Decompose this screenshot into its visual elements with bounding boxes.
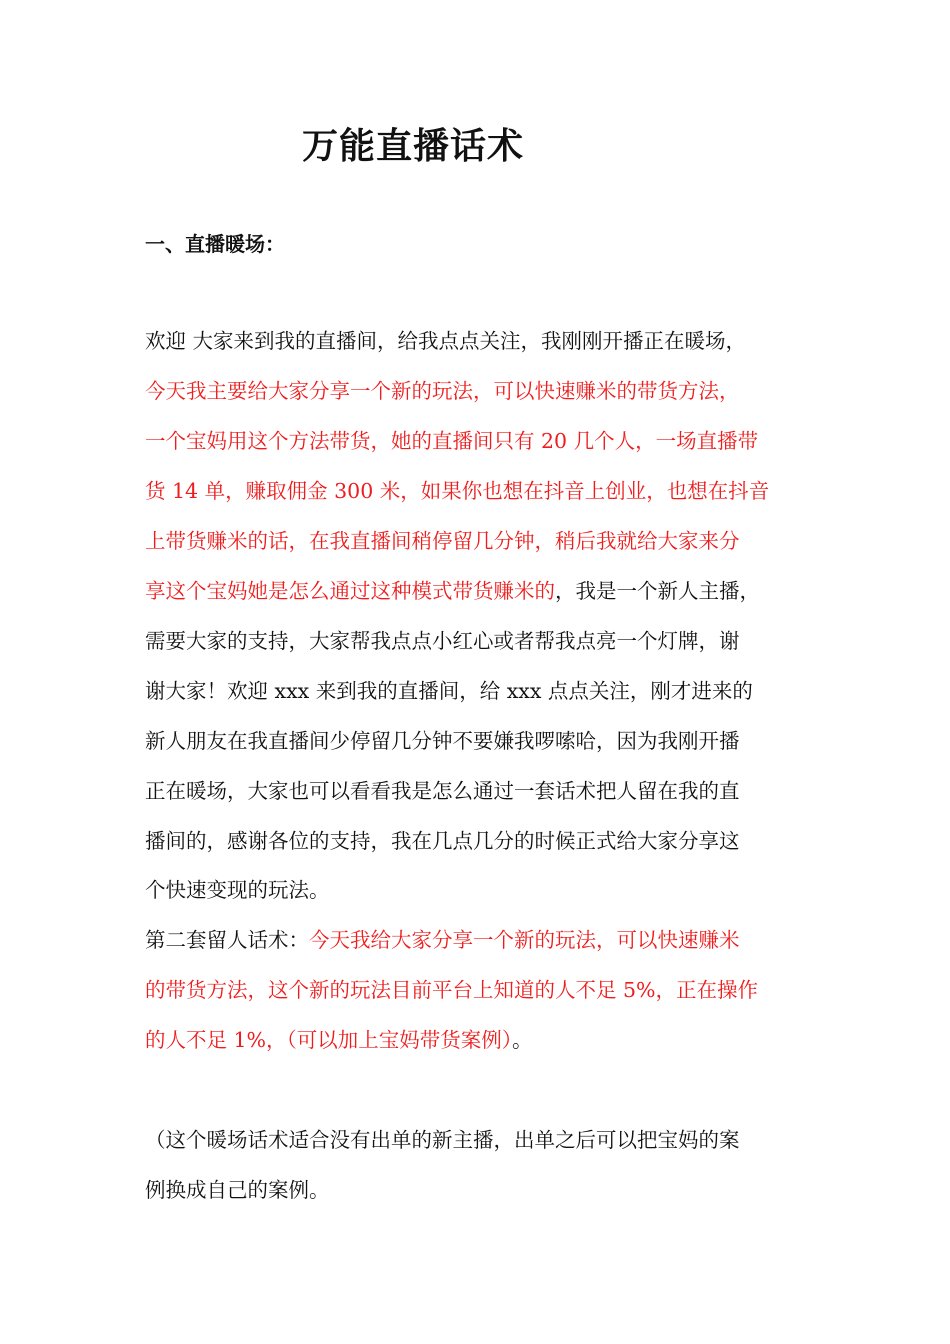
highlighted-text-run: 一个宝妈用这个方法带货，她的直播间只有 20 几个人，一场直播带 (145, 429, 759, 453)
body-line (145, 626, 740, 656)
text-run: 第二套留人话术： (145, 928, 309, 952)
body-line (145, 526, 740, 556)
body-line (145, 776, 740, 806)
body-line (145, 576, 760, 606)
body-line (145, 376, 740, 406)
body-line (145, 1175, 330, 1205)
highlighted-text-run: 上带货赚米的话，在我直播间稍停留几分钟，稍后我就给大家来分 (145, 529, 740, 553)
body-line (145, 975, 758, 1005)
text-run: 需要大家的支持，大家帮我点点小红心或者帮我点亮一个灯牌，谢 (145, 629, 740, 653)
highlighted-text-run: 的带货方法，这个新的玩法目前平台上知道的人不足 5%，正在操作 (145, 978, 759, 1002)
document-title: 万能直播话术 (301, 126, 524, 167)
text-run: 个快速变现的玩法。 (145, 878, 330, 902)
highlighted-text-run: 的人不足 1%，（可以加上宝妈带货案例） (145, 1028, 513, 1052)
highlighted-text-run: 享这个宝妈她是怎么通过这种模式带货赚米的 (145, 579, 555, 603)
body-line (145, 426, 758, 456)
body-line (145, 726, 740, 756)
body-line (145, 676, 753, 706)
text-run: 例换成自己的案例。 (145, 1178, 330, 1202)
text-run: 新人朋友在我直播间少停留几分钟不要嫌我啰嗦哈，因为我刚开播 (145, 729, 740, 753)
highlighted-text-run: 今天我主要给大家分享一个新的玩法，可以快速赚米的带货方法， (145, 379, 740, 403)
text-run: 。 (512, 1028, 533, 1052)
body-line (145, 925, 740, 955)
text-run: （这个暖场话术适合没有出单的新主播，出单之后可以把宝妈的案 (145, 1128, 740, 1152)
body-line (145, 826, 740, 856)
highlighted-text-run: 货 14 单，赚取佣金 300 米，如果你也想在抖音上创业，也想在抖音 (145, 479, 770, 503)
text-run: 正在暖场，大家也可以看看我是怎么通过一套话术把人留在我的直 (145, 779, 740, 803)
body-line (145, 476, 769, 506)
body-line (145, 326, 746, 356)
text-run: ，我是一个新人主播， (555, 579, 760, 603)
text-run: 播间的，感谢各位的支持，我在几点几分的时候正式给大家分享这 (145, 829, 740, 853)
text-run: 欢迎 大家来到我的直播间，给我点点关注，我刚刚开播正在暖场， (145, 329, 747, 353)
body-line (145, 1025, 533, 1055)
section-heading: 一、直播暖场： (145, 232, 285, 256)
text-run: 谢大家！欢迎 xxx 来到我的直播间，给 xxx 点点关注，刚才进来的 (145, 679, 753, 703)
body-line (145, 1125, 740, 1155)
highlighted-text-run: 今天我给大家分享一个新的玩法，可以快速赚米 (309, 928, 740, 952)
body-line (145, 875, 330, 905)
